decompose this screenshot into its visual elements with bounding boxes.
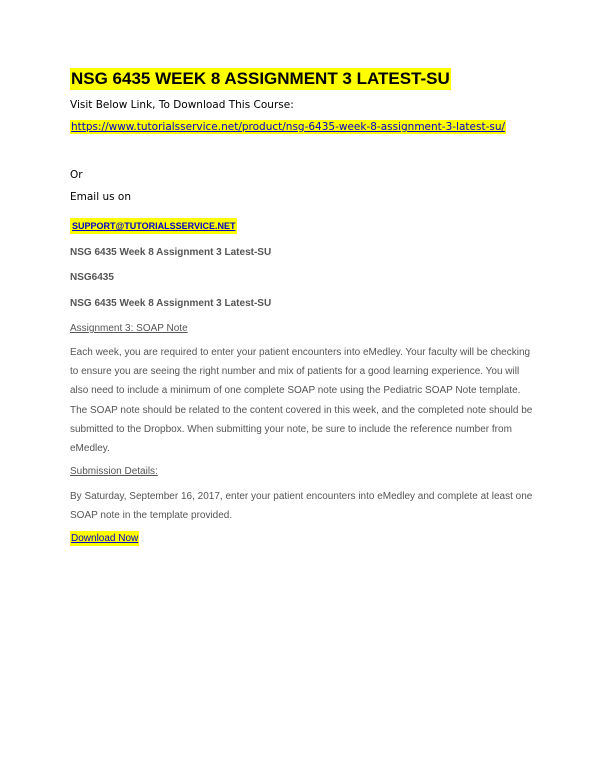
visit-text: Visit Below Link, To Download This Course: (70, 99, 294, 111)
assignment-body: Each week, you are required to enter your patient encounters into eMedley. Your faculty will be checking to ensure you are seeing the right number and mix of patients for a good learning experience. You will also need to include a minimum of one complete SOAP note using the Pediatric SOAP Note template. The SOAP note should be related to the content covered in this week, and the completed note should be submitted to the Dropbox. When submitting your note, be sure to include the reference number from eMedley. (70, 347, 533, 455)
or-text: Or (70, 169, 83, 181)
document-page (70, 68, 540, 546)
download-line (70, 530, 540, 546)
submission-label: Submission Details: (70, 466, 158, 478)
download-now-link[interactable]: Download Now (71, 532, 139, 544)
course-link[interactable]: https://www.tutorialsservice.net/product/nsg-6435-week-8-assignment-3-latest-su/ (71, 121, 506, 133)
assignment-label: Assignment 3: SOAP Note (70, 323, 188, 334)
email-text: Email us on (70, 191, 132, 203)
support-email-line (70, 218, 540, 233)
course-link-line (70, 120, 540, 134)
document-title: NSG 6435 WEEK 8 ASSIGNMENT 3 LATEST-SU (71, 69, 450, 88)
heading-assignment-repeat: NSG 6435 Week 8 Assignment 3 Latest-SU (70, 298, 272, 309)
heading-course-code: NSG6435 (70, 272, 114, 283)
submission-body: By Saturday, September 16, 2017, enter your patient encounters into eMedley and complete at least one SOAP note in the template provided. (70, 491, 533, 522)
heading-assignment: NSG 6435 Week 8 Assignment 3 Latest-SU (70, 247, 272, 258)
support-email-link[interactable]: SUPPORT@TUTORIALSSERVICE.NET (70, 218, 237, 234)
